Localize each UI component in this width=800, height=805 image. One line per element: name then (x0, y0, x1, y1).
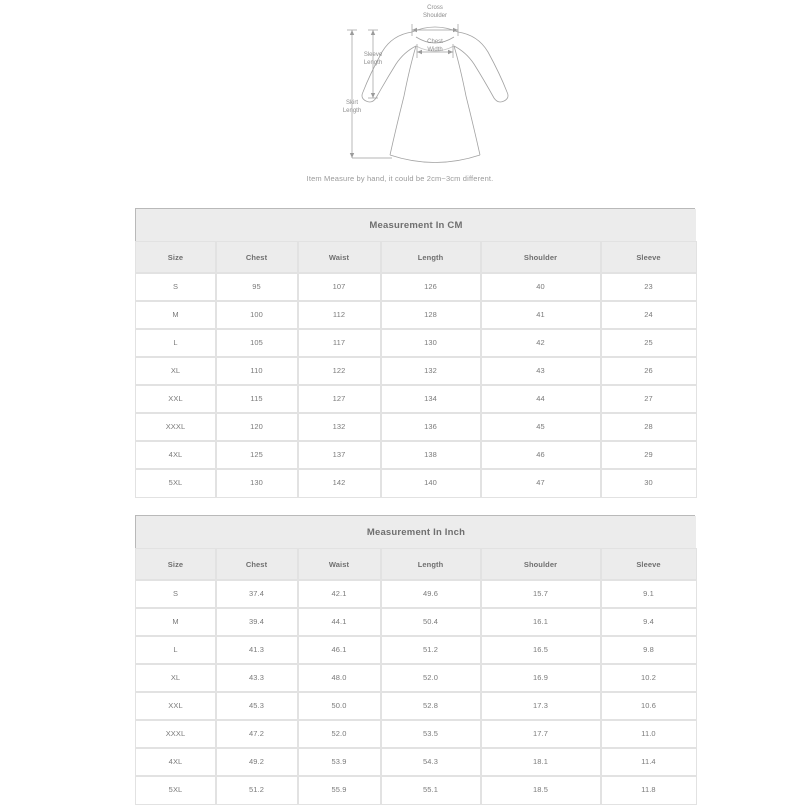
cell-waist: 48.0 (298, 664, 381, 692)
cell-size: 4XL (136, 748, 216, 776)
cell-waist: 107 (298, 273, 381, 301)
cell-waist: 55.9 (298, 776, 381, 804)
column-header-shoulder: Shoulder (481, 242, 601, 273)
cell-length: 130 (381, 329, 481, 357)
table-row (136, 385, 696, 413)
chest-width-label-line1: Chest (427, 39, 443, 45)
cell-chest: 39.4 (216, 608, 298, 636)
cell-sleeve: 9.8 (601, 636, 696, 664)
cell-waist: 112 (298, 301, 381, 329)
cell-size: L (136, 329, 216, 357)
size-chart-cm (135, 208, 695, 498)
cell-length: 52.0 (381, 664, 481, 692)
cell-sleeve: 30 (601, 469, 696, 497)
column-header-waist: Waist (298, 549, 381, 580)
cell-length: 50.4 (381, 608, 481, 636)
skirt-length-label-line1: Skirt (346, 100, 358, 106)
size-chart-inch (135, 515, 695, 805)
cell-shoulder: 17.3 (481, 692, 601, 720)
column-header-shoulder: Shoulder (481, 549, 601, 580)
cell-chest: 95 (216, 273, 298, 301)
cell-size: XXL (136, 692, 216, 720)
cell-waist: 117 (298, 329, 381, 357)
cell-shoulder: 43 (481, 357, 601, 385)
cell-chest: 100 (216, 301, 298, 329)
table-row (136, 720, 696, 748)
cell-waist: 53.9 (298, 748, 381, 776)
cell-waist: 52.0 (298, 720, 381, 748)
cell-waist: 44.1 (298, 608, 381, 636)
table-row (136, 608, 696, 636)
cell-chest: 125 (216, 441, 298, 469)
cell-shoulder: 45 (481, 413, 601, 441)
column-header-size: Size (136, 549, 216, 580)
cell-shoulder: 17.7 (481, 720, 601, 748)
skirt-length-dimension (347, 30, 392, 158)
cell-shoulder: 47 (481, 469, 601, 497)
cell-chest: 115 (216, 385, 298, 413)
table-row (136, 748, 696, 776)
cell-sleeve: 25 (601, 329, 696, 357)
cell-sleeve: 29 (601, 441, 696, 469)
table-row (136, 636, 696, 664)
cross-shoulder-label-line2: Shoulder (422, 13, 448, 19)
cell-length: 138 (381, 441, 481, 469)
cell-chest: 51.2 (216, 776, 298, 804)
column-header-sleeve: Sleeve (601, 242, 696, 273)
table-row (136, 441, 696, 469)
column-header-waist: Waist (298, 242, 381, 273)
cell-size: XXXL (136, 720, 216, 748)
cell-sleeve: 10.6 (601, 692, 696, 720)
cell-shoulder: 16.5 (481, 636, 601, 664)
cell-sleeve: 11.4 (601, 748, 696, 776)
cell-chest: 105 (216, 329, 298, 357)
cell-waist: 127 (298, 385, 381, 413)
cell-length: 126 (381, 273, 481, 301)
cell-sleeve: 11.0 (601, 720, 696, 748)
cell-size: 4XL (136, 441, 216, 469)
cell-chest: 37.4 (216, 580, 298, 608)
cell-sleeve: 26 (601, 357, 696, 385)
cell-shoulder: 18.5 (481, 776, 601, 804)
cell-size: M (136, 608, 216, 636)
cell-size: XL (136, 664, 216, 692)
cell-size: S (136, 580, 216, 608)
cell-waist: 132 (298, 413, 381, 441)
cell-length: 49.6 (381, 580, 481, 608)
sleeve-length-label-line1: Sleeve (363, 52, 383, 58)
cell-shoulder: 16.9 (481, 664, 601, 692)
cell-size: 5XL (136, 469, 216, 497)
table-row (136, 664, 696, 692)
cell-length: 52.8 (381, 692, 481, 720)
cell-length: 128 (381, 301, 481, 329)
cell-waist: 42.1 (298, 580, 381, 608)
cell-length: 51.2 (381, 636, 481, 664)
cell-size: M (136, 301, 216, 329)
measurement-disclaimer-note: Item Measure by hand, it could be 2cm~3cm different. (306, 174, 494, 183)
cell-length: 140 (381, 469, 481, 497)
cell-waist: 50.0 (298, 692, 381, 720)
column-header-sleeve: Sleeve (601, 549, 696, 580)
table-header-row (136, 242, 696, 273)
cross-shoulder-label-line1: Cross (427, 5, 443, 11)
cell-length: 55.1 (381, 776, 481, 804)
cell-sleeve: 28 (601, 413, 696, 441)
cell-size: XXXL (136, 413, 216, 441)
cell-waist: 142 (298, 469, 381, 497)
cell-size: XL (136, 357, 216, 385)
cell-chest: 49.2 (216, 748, 298, 776)
cell-shoulder: 42 (481, 329, 601, 357)
cell-shoulder: 44 (481, 385, 601, 413)
cell-shoulder: 18.1 (481, 748, 601, 776)
table-title-cm: Measurement In CM (136, 209, 696, 242)
cell-sleeve: 23 (601, 273, 696, 301)
column-header-size: Size (136, 242, 216, 273)
cell-size: S (136, 273, 216, 301)
cell-waist: 137 (298, 441, 381, 469)
cell-size: 5XL (136, 776, 216, 804)
cell-shoulder: 16.1 (481, 608, 601, 636)
cell-shoulder: 40 (481, 273, 601, 301)
cell-length: 136 (381, 413, 481, 441)
table-row (136, 301, 696, 329)
table-row (136, 273, 696, 301)
cell-size: XXL (136, 385, 216, 413)
table-row (136, 469, 696, 497)
cell-chest: 41.3 (216, 636, 298, 664)
table-row (136, 329, 696, 357)
column-header-chest: Chest (216, 549, 298, 580)
column-header-length: Length (381, 549, 481, 580)
dress-measurement-diagram (330, 0, 540, 172)
sleeve-length-label-line2: Length (363, 60, 383, 66)
cell-chest: 47.2 (216, 720, 298, 748)
cell-waist: 46.1 (298, 636, 381, 664)
cross-shoulder-dimension (412, 24, 458, 36)
cell-shoulder: 41 (481, 301, 601, 329)
cell-sleeve: 9.1 (601, 580, 696, 608)
table-row (136, 413, 696, 441)
cell-waist: 122 (298, 357, 381, 385)
cell-chest: 120 (216, 413, 298, 441)
column-header-chest: Chest (216, 242, 298, 273)
cell-length: 53.5 (381, 720, 481, 748)
table-header-row (136, 549, 696, 580)
table-row (136, 692, 696, 720)
cell-chest: 45.3 (216, 692, 298, 720)
cell-shoulder: 15.7 (481, 580, 601, 608)
cell-chest: 130 (216, 469, 298, 497)
column-header-length: Length (381, 242, 481, 273)
cell-size: L (136, 636, 216, 664)
size-chart-inch-table (136, 516, 696, 804)
cell-sleeve: 9.4 (601, 608, 696, 636)
cell-length: 54.3 (381, 748, 481, 776)
table-row (136, 357, 696, 385)
cell-chest: 110 (216, 357, 298, 385)
diagram-section (0, 0, 800, 200)
skirt-length-label-line2: Length (342, 108, 362, 114)
cell-sleeve: 27 (601, 385, 696, 413)
cell-sleeve: 10.2 (601, 664, 696, 692)
cell-chest: 43.3 (216, 664, 298, 692)
cell-sleeve: 24 (601, 301, 696, 329)
cell-length: 132 (381, 357, 481, 385)
chest-width-label-line2: Width (427, 47, 443, 53)
table-row (136, 580, 696, 608)
cell-shoulder: 46 (481, 441, 601, 469)
cell-length: 134 (381, 385, 481, 413)
size-chart-cm-table (136, 209, 696, 497)
cell-sleeve: 11.8 (601, 776, 696, 804)
table-title-inch: Measurement In Inch (136, 516, 696, 549)
